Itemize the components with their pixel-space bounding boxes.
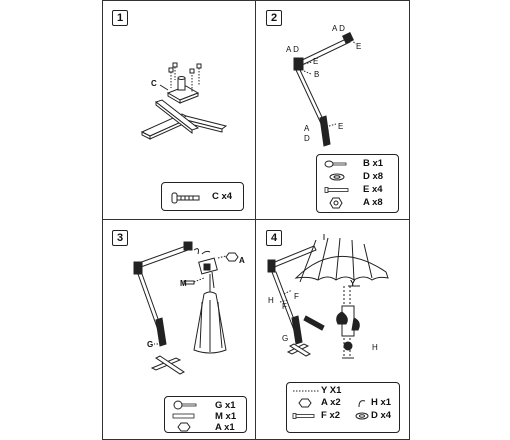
parts-box <box>161 182 244 211</box>
label-b: B <box>314 70 320 79</box>
hook-icon <box>357 398 367 408</box>
parts-box <box>286 382 400 433</box>
label-h2: H <box>372 343 378 352</box>
part-quantity: A x2 <box>321 397 341 408</box>
rod-icon <box>293 389 319 393</box>
bolt-icon <box>172 192 202 204</box>
washer-icon <box>355 412 369 420</box>
label-m: M <box>180 279 187 288</box>
label-f: F <box>294 292 299 301</box>
bolt-icon <box>293 413 315 419</box>
part-quantity: D x8 <box>363 171 384 182</box>
step-2-panel <box>256 0 409 219</box>
label-y: Y <box>350 279 356 288</box>
nut-icon <box>178 423 190 431</box>
step-4-panel <box>256 220 409 439</box>
nut-icon <box>299 399 311 407</box>
pin-icon <box>173 413 195 419</box>
label-a-low: A <box>304 124 310 133</box>
step-number: 2 <box>266 10 282 26</box>
label-e-low: E <box>338 122 344 131</box>
label-g: G <box>147 340 154 349</box>
part-quantity: Y X1 <box>321 385 342 396</box>
key-icon <box>173 400 197 410</box>
part-quantity: H x1 <box>371 397 392 408</box>
part-quantity: C x4 <box>212 191 233 202</box>
wingbolt-icon <box>325 160 347 168</box>
long-bolt-icon <box>325 187 349 193</box>
part-label-c: C <box>151 79 157 88</box>
part-quantity: A x8 <box>363 197 383 208</box>
label-a-d-top: A D <box>332 24 345 33</box>
parts-box <box>316 154 399 213</box>
label-f2: F <box>282 302 287 311</box>
step-number: 3 <box>112 230 128 246</box>
parts-box <box>164 396 247 433</box>
step-3-panel <box>102 220 255 439</box>
washer-icon <box>329 173 345 181</box>
label-h: H <box>268 296 274 305</box>
part-quantity: G x1 <box>215 400 236 411</box>
part-quantity: F x2 <box>321 410 341 421</box>
label-a-d-left: A D <box>286 45 299 54</box>
part-quantity: A x1 <box>215 422 235 433</box>
label-g: G <box>282 334 289 343</box>
label-e-top: E <box>356 42 362 51</box>
step-1-panel <box>102 0 255 219</box>
label-a: A <box>239 256 245 265</box>
step-number: 1 <box>112 10 128 26</box>
nut-icon <box>330 198 342 208</box>
step-number: 4 <box>266 230 282 246</box>
label-e-mid: E <box>313 57 319 66</box>
part-quantity: B x1 <box>363 158 384 169</box>
label-d-low: D <box>304 134 310 143</box>
part-quantity: M x1 <box>215 411 237 422</box>
part-quantity: E x4 <box>363 184 383 195</box>
part-quantity: D x4 <box>371 410 392 421</box>
